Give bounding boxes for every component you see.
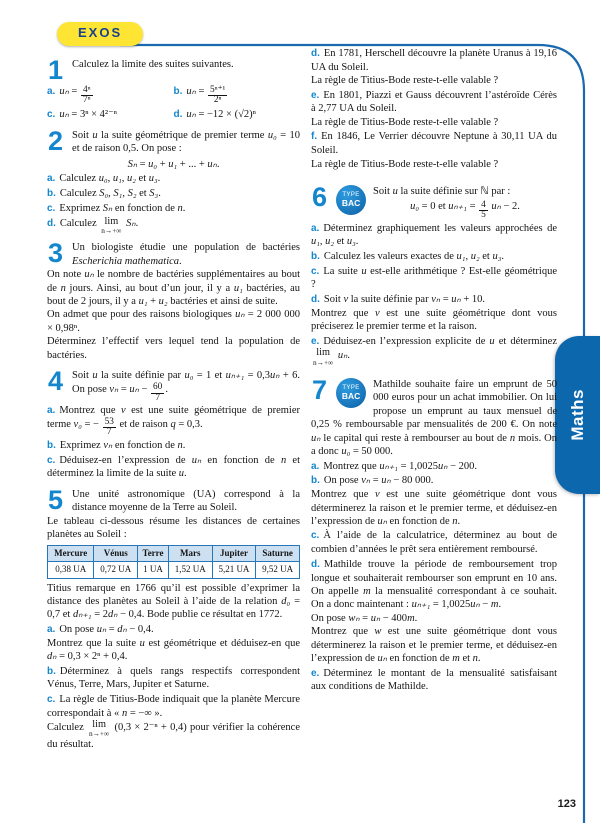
item-label: b. [311,475,320,487]
item-e [311,335,557,366]
item-text: Calculez S₀, S₁, S₂ et S₃. [59,188,161,200]
maths-tab-label: Maths [567,389,587,441]
item-c [47,693,300,751]
item-c [311,529,557,556]
item-text: Montrez que uₙ₊₁ = 1,0025uₙ − 200. [323,460,477,472]
item-text: Exprimez Sₙ en fonction de n. [59,202,186,214]
item-d [311,293,557,334]
exercise-3-paragraph: On note uₙ le nombre de bactéries supplémentaires au bout de n jours. Ainsi, au bout d’un jour, il y a u₁ bactéries, au bout de 2 jours, il y a u₁ + u₂ bactéries et ainsi de suite. [47,269,300,308]
exercise-7 [311,374,558,694]
item-label: c. [311,265,320,277]
item-label: e. [311,89,320,101]
item-text: Déterminez le montant de la mensualité satisfaisant aux conditions de Mathilde. [311,667,557,693]
exercise-3 [47,238,301,362]
exercise-5-paragraph: Titius remarque en 1766 qu’il est possible d’exprimer la distance des planètes au Soleil à l’aide de la relation d₀ = 0,7 et dₙ₊₁ = 2dₙ − 0,4. Bode publie ce résultat en 1772. [47,582,301,621]
item-label: d. [173,109,183,121]
item-a [47,623,300,664]
item-label: a. [47,173,56,185]
item-label: a. [47,86,56,97]
item-text: En 1801, Piazzi et Gauss découvrent l’astéroïde Cérès à 2,77 UA du Soleil. La règle de Titius-Bode reste-t-elle valable ? [311,89,557,128]
type-bac-badge [336,185,366,215]
item-text: Soit v la suite définie par vₙ = uₙ + 10. Montrez que v est une suite géométrique dont vous préciserez le premier terme et la raison. [311,293,558,333]
type-bac-badge [336,378,366,408]
item-a [47,172,300,186]
item-b [311,250,557,264]
item-text: uₙ = −12 × (√2)ⁿ [186,109,256,121]
item-f [311,130,557,171]
item-label: a. [47,404,56,416]
item-label: c. [47,454,56,466]
item-label: c. [311,530,320,542]
item-a [47,85,174,105]
item-text: Déterminez graphiquement les valeurs approchées de u₁, u₂ et u₃. [311,222,557,248]
table-header-row [48,545,300,562]
item-label: a. [311,222,320,234]
exercise-4 [47,366,301,481]
item-text: Calculez u₀, u₁, u₂ et u₃. [59,173,161,185]
table-value-row [48,562,300,579]
item-b [47,665,300,692]
exos-badge: EXOS [57,22,143,46]
type-bac-top-label: TYPE [342,384,360,391]
item-d [47,217,300,235]
exercise-4-number: 4 [48,366,64,397]
type-bac-bottom-label: BAC [341,390,361,401]
table-cell: 1,52 UA [168,562,212,579]
table-header-saturne: Saturne [256,545,300,562]
item-d [311,558,557,666]
exercise-1-formula-grid [47,84,300,122]
item-c [47,454,300,481]
item-label: d. [47,218,56,230]
table-header-mars: Mars [168,545,212,562]
left-column [47,55,301,758]
item-label: d. [311,48,320,59]
exercise-3-number: 3 [48,238,64,269]
exercise-2-intro: Soit u la suite géométrique de premier terme u₀ = 10 et de raison 0,5. On pose : [72,129,300,155]
exercise-5-number: 5 [48,484,64,515]
item-label: f. [311,131,318,143]
exercise-5-paragraph: Le tableau ci-dessous résume les distances de certaines planètes au Soleil : [47,515,300,541]
exercise-2-formula: Sₙ = u₀ + u₁ + ... + uₙ. [127,158,220,170]
item-label: d. [311,558,320,570]
item-text: Déduisez-en l’expression explicite de u et déterminez lim n→+∞ uₙ. [313,335,557,367]
item-b [311,474,557,528]
item-b [174,85,301,105]
item-label: c. [47,109,56,121]
item-a [47,404,300,438]
item-text: Calculez les valeurs exactes de u₁, u₂ et u₃. [323,250,504,262]
exercise-1 [47,55,300,122]
table-cell: 0,38 UA [48,562,94,579]
item-a [311,460,557,474]
item-c [47,202,300,216]
item-label: b. [311,250,320,262]
exercise-6-intro: Soit u la suite définie sur ℕ par : [373,186,511,198]
table-header-mercure: Mercure [48,545,94,562]
item-label: a. [47,623,56,635]
item-text: On pose vₙ = uₙ − 80 000. Montrez que v est une suite géométrique dont vous déterminerez la raison et le premier terme, et déduisez-en l’expression de uₙ en fonction de n. [311,475,558,528]
item-text: Montrez que v est une suite géométrique de premier terme v₀ = − $\frac{53}{7}$ et de raison q = 0,3. [47,404,300,438]
exercise-5-continued [311,47,557,171]
item-d [311,47,557,88]
exercise-6-number: 6 [312,182,328,213]
exercise-4-intro: Soit u la suite définie par u₀ = 1 et uₙ₊₁ = 0,3uₙ + 6. On pose vₙ = uₙ − $\frac{60}{7}$ . [72,370,301,403]
item-text: On pose uₙ = dₙ − 0,4. Montrez que la suite u est géométrique et déduisez-en que dₙ = 0,3 × 2ⁿ + 0,4. [47,623,300,663]
item-text: Mathilde trouve la période de remboursement trop longue et souhaiterait rembourser son emprunt en 10 ans. On appelle m la mensualité correspondant à ce souhait. On a donc maintenant : uₙ₊₁ = 1,0025uₙ − m. On pose wₙ = uₙ − 400m. Montrez que w est une suite géométrique dont vous déterminerez la raison et le premier terme, et déduisez-en l’expression de uₙ en fonction de m et n. [311,558,558,665]
item-text: uₙ = 3ⁿ × 4²⁻ⁿ [59,109,117,121]
item-label: e. [311,667,320,679]
item-b [47,187,300,201]
table-header-venus: Vénus [94,545,138,562]
item-text: Exprimez vₙ en fonction de n. [59,439,186,451]
table-cell: 5,21 UA [212,562,256,579]
table-cell: 1 UA [138,562,169,579]
item-text: uₙ = $\frac{\text{4ⁿ}}{\text{7ⁿ}}$ [59,84,91,105]
item-e [311,667,557,694]
item-label: d. [311,293,320,305]
item-label: b. [47,439,56,451]
item-label: a. [311,460,320,472]
item-d [174,108,301,122]
exercise-2 [47,125,300,235]
item-text: La suite u est-elle arithmétique ? Est-elle géométrique ? [311,265,558,291]
exercise-7-number: 7 [312,374,328,405]
exercise-5-paragraph: Une unité astronomique (UA) correspond à la distance moyenne de la Terre au Soleil. [72,488,300,514]
item-label: b. [47,188,56,200]
item-text: Déduisez-en l’expression de uₙ en fonction de n et déterminez la limite de la suite u. [47,454,300,480]
table-header-terre: Terre [138,545,169,562]
item-label: c. [47,202,56,214]
item-label: e. [311,335,320,347]
item-text: À l’aide de la calculatrice, déterminez au bout de combien d’années le prêt sera entièrement remboursé. [311,530,557,556]
item-c [311,265,557,292]
item-label: b. [47,665,56,677]
table-cell: 0,72 UA [94,562,138,579]
item-text: Déterminez à quels rangs respectifs correspondent Vénus, Terre, Mars, Jupiter et Saturne. [47,665,300,691]
maths-side-tab [555,336,600,494]
item-text: En 1781, Herschell découvre la planète Uranus à 19,16 UA du Soleil. La règle de Titius-Bode reste-t-elle valable ? [311,48,557,87]
exercise-3-paragraph: Un biologiste étudie une population de bactéries Escherichia mathematica. [72,242,300,267]
item-label: b. [173,86,183,97]
item-text: uₙ = $\frac{\text{5ⁿ⁺¹}}{\text{2ⁿ}}$ [186,84,226,105]
item-text: La règle de Titius-Bode indiquait que la planète Mercure correspondait à « n = −∞ ». Calculez lim n→+∞ (0,3 × 2⁻ⁿ + 0,4) pour vérifier la cohérence du résultat. [47,693,300,750]
exercise-3-paragraph: Déterminez l’effectif vers lequel tend la population de bactéries. [47,336,300,361]
item-text: Calculez lim n→+∞ Sₙ. [59,215,139,235]
exercise-6-formula: u₀ = 0 et uₙ₊₁ = $\frac{4}{5}$ uₙ − 2. [410,200,520,221]
table-header-jupiter: Jupiter [212,545,256,562]
planet-distance-table [47,545,300,579]
exercise-7-intro: Mathilde souhaite faire un emprunt de 50 000 euros pour un achat immobilier. On lui propose un emprunt au taux mensuel de 0,25 % remboursable par mensualités de 200 €. On note uₙ le capital qui reste à rembourser au bout de n mois. On a donc u₀ = 50 000. [311,378,557,458]
exercise-6 [311,182,558,367]
item-label: c. [47,693,56,705]
exercise-1-number: 1 [48,55,64,85]
page-number: 123 [557,797,576,810]
item-e [311,89,557,130]
item-b [47,439,300,453]
exercise-2-number: 2 [48,125,64,156]
exercise-3-paragraph: On admet que pour des raisons biologiques uₙ = 2 000 000 × 0,98ⁿ. [47,309,301,334]
type-bac-top-label: TYPE [342,192,360,199]
item-text: En 1846, Le Verrier découvre Neptune à 30,11 UA du Soleil. La règle de Titius-Bode reste-t-elle valable ? [311,131,557,170]
item-a [311,222,557,249]
table-cell: 9,52 UA [256,562,300,579]
right-column [311,46,557,701]
item-c [47,108,174,122]
exercise-1-intro: Calculez la limite des suites suivantes. [72,59,234,70]
type-bac-bottom-label: BAC [341,198,361,209]
exercise-5 [47,484,301,751]
